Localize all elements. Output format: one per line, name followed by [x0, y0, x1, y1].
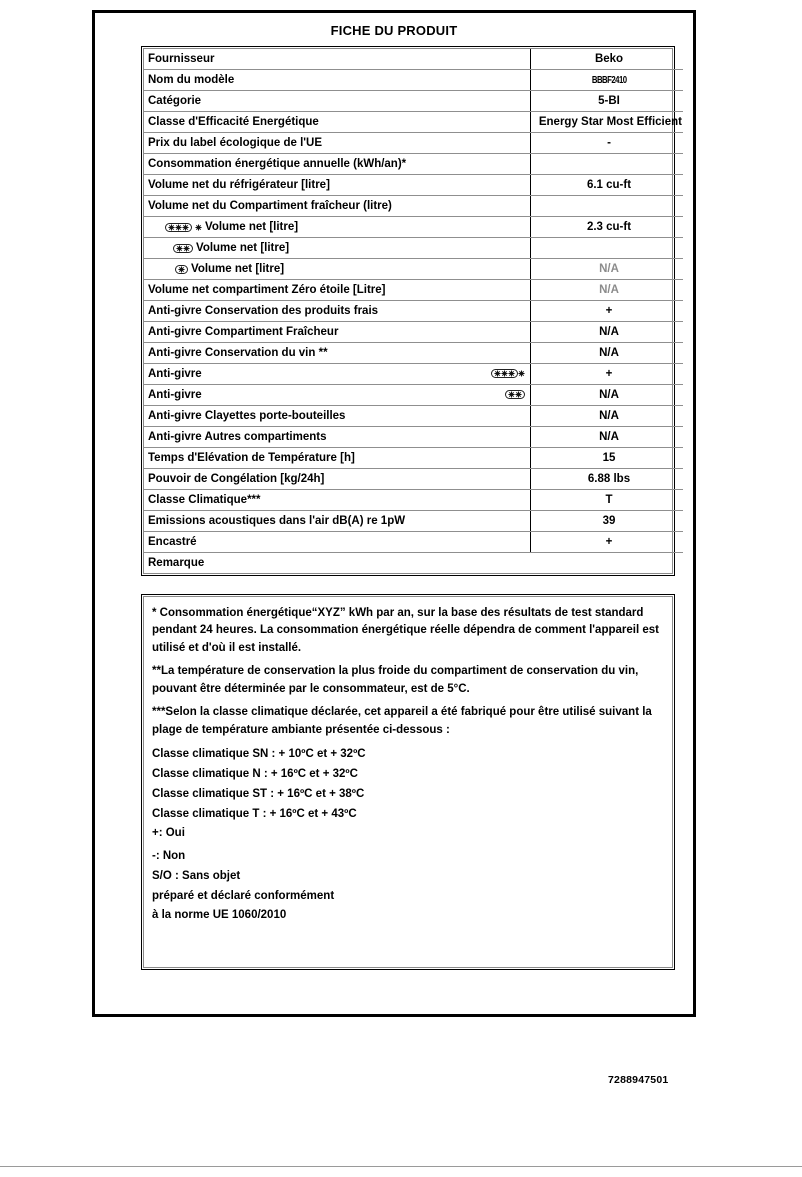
spec-value-cell — [531, 364, 684, 385]
spec-label-text: Pouvoir de Congélation [kg/24h] — [148, 472, 325, 485]
spec-value-cell — [531, 469, 684, 490]
spec-label-cell — [144, 427, 531, 448]
note-line: -: Non — [152, 850, 186, 863]
notes-outer-border — [141, 594, 675, 970]
note-paragraph: **La température de conservation la plus froide du compartiment de conservation du vin, pouvant être déterminée par le consommateur, est de 5°C. — [152, 665, 639, 695]
spec-value-text: 6.88 lbs — [587, 472, 631, 485]
spec-label-text: Catégorie — [148, 94, 202, 107]
spec-label-text: Anti-givre Clayettes porte-bouteilles — [148, 409, 346, 422]
spec-value-cell — [531, 70, 684, 91]
spec-value-cell — [531, 406, 684, 427]
spec-value-text: 15 — [602, 451, 616, 464]
notes-paragraph-list — [152, 605, 662, 739]
spec-label-cell — [144, 469, 531, 490]
spec-value-text: 6.1 cu-ft — [586, 178, 632, 191]
table-row — [144, 259, 683, 280]
spec-label-text: Volume net [litre] — [196, 241, 290, 254]
spec-label-text: Anti-givre Autres compartiments — [148, 430, 327, 443]
table-row — [144, 343, 683, 364]
spec-label-cell — [144, 196, 531, 217]
spec-value-cell — [531, 322, 684, 343]
star-rating-2-icon — [505, 390, 525, 399]
spec-value-cell — [531, 196, 684, 217]
spec-value-text: N/A — [599, 409, 619, 422]
table-row — [144, 196, 683, 217]
table-row — [144, 175, 683, 196]
spec-label-text: Prix du label écologique de l'UE — [148, 136, 322, 149]
notes-line-list — [152, 745, 662, 926]
spec-value-cell — [531, 301, 684, 322]
spec-label-cell — [144, 280, 531, 301]
table-row — [144, 49, 683, 70]
spec-value-text: N/A — [599, 262, 619, 275]
product-fiche-page — [92, 10, 696, 1017]
spec-value-text: 39 — [602, 514, 616, 527]
spec-value-text: N/A — [599, 430, 619, 443]
spec-label-text: Fournisseur — [148, 52, 215, 65]
spec-label-text: Volume net compartiment Zéro étoile [Litre] — [148, 283, 386, 296]
table-row — [144, 406, 683, 427]
note-line: préparé et déclaré conformément — [152, 889, 335, 902]
spec-label-text: Anti-givre — [148, 367, 202, 380]
spec-value-text: N/A — [599, 283, 619, 296]
spec-label-cell — [144, 364, 531, 385]
table-row — [144, 112, 683, 133]
table-row — [144, 448, 683, 469]
spec-label-text: Temps d'Elévation de Température [h] — [148, 451, 355, 464]
star-rating-1-icon — [175, 265, 188, 274]
note-paragraph: ***Selon la classe climatique déclarée, cet appareil a été fabriqué pour être utilisé suivant la plage de température ambiante présentée ci-dessous : — [152, 706, 652, 736]
spec-value-text: + — [605, 304, 613, 317]
spec-label-text: Nom du modèle — [148, 73, 235, 86]
document-footer-code: 7288947501 — [608, 1074, 669, 1086]
spec-label-cell — [144, 91, 531, 112]
spec-value-cell — [531, 112, 684, 133]
spec-label-cell — [144, 154, 531, 175]
spec-value-text: T — [605, 493, 613, 506]
spec-label-text: Volume net du Compartiment fraîcheur (litre) — [148, 199, 392, 212]
star-rating-2-icon — [173, 244, 193, 253]
spec-label-cell — [144, 70, 531, 91]
spec-value-cell — [531, 385, 684, 406]
spec-label-cell — [144, 217, 531, 238]
table-row — [144, 217, 683, 238]
spec-value-cell — [531, 175, 684, 196]
notes-box — [143, 596, 673, 968]
spec-label-cell — [144, 448, 531, 469]
spec-value-cell — [531, 511, 684, 532]
spec-label-text: Anti-givre Conservation du vin ** — [148, 346, 328, 359]
specification-table-inner-border — [143, 48, 682, 574]
spec-label-text: Anti-givre Conservation des produits frais — [148, 304, 379, 317]
note-paragraph: * Consommation énergétique“XYZ” kWh par an, sur la base des résultats de test standard pendant 24 heures. La consommation énergétique réelle dépendra de comment l'appareil est utilisé et d'où il est installé. — [152, 607, 659, 654]
spec-label-text: Anti-givre Compartiment Fraîcheur — [148, 325, 339, 338]
star-extra-icon — [195, 224, 202, 231]
table-row — [144, 301, 683, 322]
note-line: S/O : Sans objet — [152, 869, 241, 882]
spec-label-text: Remarque — [148, 556, 205, 569]
spec-label-cell — [144, 406, 531, 427]
spec-label-cell — [144, 532, 531, 553]
spec-label-text: Classe Climatique*** — [148, 493, 261, 506]
table-row — [144, 364, 683, 385]
spec-value-text: N/A — [599, 388, 619, 401]
table-row — [144, 322, 683, 343]
note-line: Classe climatique N : + 16ºC et + 32ºC — [152, 768, 358, 781]
page-bottom-rule — [0, 1166, 802, 1167]
spec-label-cell — [144, 553, 531, 574]
spec-value-cell — [531, 343, 684, 364]
spec-label-cell — [144, 238, 531, 259]
spec-value-text: 2.3 cu-ft — [586, 220, 632, 233]
star-extra-icon — [518, 370, 525, 377]
spec-label-text: Emissions acoustiques dans l'air dB(A) re 1pW — [148, 514, 406, 527]
spec-label-text: Volume net du réfrigérateur [litre] — [148, 178, 330, 191]
spec-value-text: + — [605, 535, 613, 548]
table-row — [144, 91, 683, 112]
note-line: à la norme UE 1060/2010 — [152, 909, 287, 922]
spec-value-text: Beko — [594, 52, 624, 65]
table-row — [144, 133, 683, 154]
spec-value-cell — [531, 532, 684, 553]
spec-label-cell — [144, 259, 531, 280]
spec-label-text: Anti-givre — [148, 388, 202, 401]
spec-label-cell — [144, 511, 531, 532]
spec-label-cell — [144, 343, 531, 364]
spec-label-text: Encastré — [148, 535, 197, 548]
spec-value-cell — [531, 217, 684, 238]
spec-label-text: Volume net [litre] — [205, 220, 299, 233]
spec-value-cell — [531, 238, 684, 259]
star-rating-3-icon — [491, 369, 518, 378]
spec-value-cell — [531, 448, 684, 469]
spec-label-text: Volume net [litre] — [191, 262, 285, 275]
table-row — [144, 70, 683, 91]
spec-value-text: N/A — [599, 325, 619, 338]
table-row — [144, 154, 683, 175]
spec-label-cell — [144, 322, 531, 343]
spec-value-text: N/A — [599, 346, 619, 359]
spec-value-cell — [531, 490, 684, 511]
table-row — [144, 280, 683, 301]
spec-label-text: Consommation énergétique annuelle (kWh/an)* — [148, 157, 407, 170]
page-title: FICHE DU PRODUIT — [330, 23, 458, 38]
spec-label-cell — [144, 175, 531, 196]
spec-label-badge — [505, 389, 525, 401]
spec-value-cell — [531, 280, 684, 301]
spec-value-cell — [531, 133, 684, 154]
table-row — [144, 385, 683, 406]
spec-value-cell — [531, 91, 684, 112]
specification-table — [144, 49, 683, 573]
spec-value-text: Energy Star Most Efficient — [538, 115, 682, 128]
specification-table-outer-border — [141, 46, 682, 576]
note-line: Classe climatique ST : + 16ºC et + 38ºC — [152, 787, 365, 800]
spec-value-cell — [531, 49, 684, 70]
note-line: +: Oui — [152, 827, 185, 840]
star-rating-3-icon — [165, 223, 192, 232]
table-row — [144, 469, 683, 490]
spec-label-cell — [144, 301, 531, 322]
model-code-text: BBBF2410 — [591, 74, 627, 86]
table-row — [144, 553, 683, 574]
spec-value-cell — [531, 553, 684, 574]
spec-label-cell — [144, 112, 531, 133]
table-row — [144, 511, 683, 532]
spec-label-cell — [144, 49, 531, 70]
note-line: Classe climatique T : + 16ºC et + 43ºC — [152, 807, 357, 820]
spec-label-text: Classe d'Efficacité Energétique — [148, 115, 319, 128]
table-row — [144, 238, 683, 259]
spec-label-cell — [144, 133, 531, 154]
spec-label-cell — [144, 385, 531, 406]
spec-value-cell — [531, 154, 684, 175]
table-row — [144, 532, 683, 553]
note-line: Classe climatique SN : + 10ºC et + 32ºC — [152, 748, 366, 761]
table-row — [144, 490, 683, 511]
specification-table-body — [144, 49, 683, 573]
spec-value-text: - — [607, 136, 611, 149]
spec-value-cell — [531, 259, 684, 280]
spec-value-cell — [531, 427, 684, 448]
table-row — [144, 427, 683, 448]
spec-label-badge — [491, 368, 525, 380]
spec-value-text: + — [605, 367, 613, 380]
spec-label-cell — [144, 490, 531, 511]
spec-value-text: 5-BI — [598, 94, 620, 107]
